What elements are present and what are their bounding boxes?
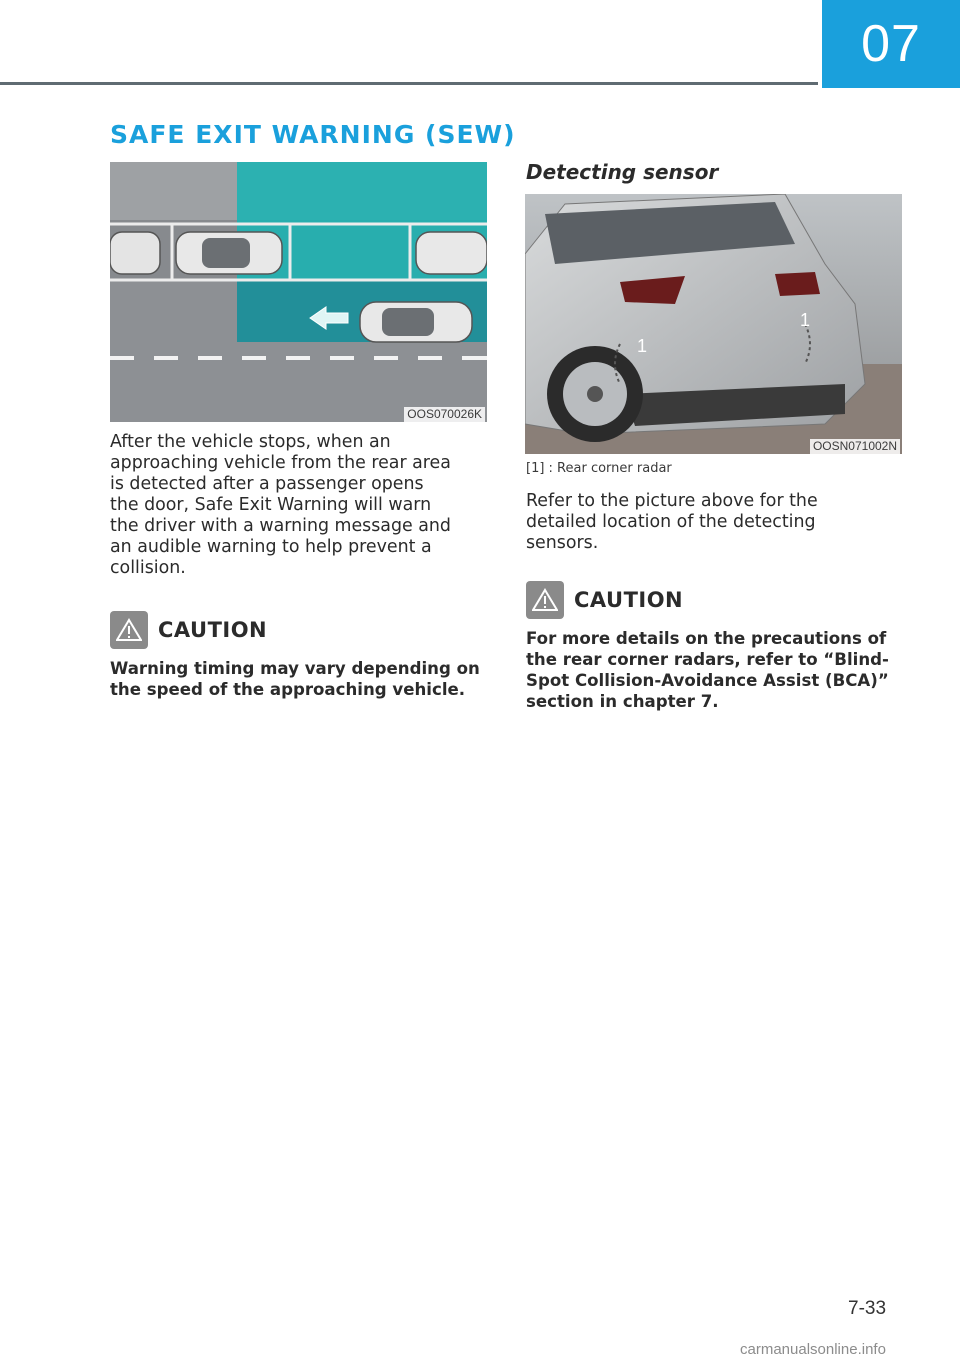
sew-illustration: [110, 162, 487, 422]
text-line: the driver with a warning message and: [110, 516, 451, 536]
text-line: Spot Collision-Avoidance Assist (BCA)”: [526, 671, 889, 690]
caution-title: CAUTION: [158, 618, 268, 642]
text-line: detailed location of the detecting: [526, 512, 816, 532]
text-line: sensors.: [526, 533, 599, 553]
text-line: approaching vehicle from the rear area: [110, 453, 451, 473]
caution-header: [526, 580, 906, 620]
text-line: For more details on the precautions of: [526, 629, 887, 648]
caution-text: [526, 628, 906, 712]
section-title: SAFE EXIT WARNING (SEW): [110, 120, 516, 149]
chapter-number: 07: [861, 15, 921, 73]
sew-diagram: [110, 162, 487, 422]
sensor-photo-svg: [525, 194, 902, 454]
sensor-photo: [525, 194, 902, 454]
figure-code: OOSN071002N: [810, 439, 900, 454]
text-line: After the vehicle stops, when an: [110, 432, 391, 452]
text-line: the speed of the approaching vehicle.: [110, 680, 466, 699]
text-line: an audible warning to help prevent a: [110, 537, 432, 557]
text-line: Warning timing may vary depending on: [110, 659, 480, 678]
watermark: carmanualsonline.info: [740, 1341, 886, 1358]
caution-header: [110, 610, 495, 650]
detecting-paragraph: [526, 491, 906, 554]
caution-box: [110, 610, 495, 700]
figure-caption: [1] : Rear corner radar: [526, 461, 672, 476]
text-line: the rear corner radars, refer to “Blind-: [526, 650, 889, 669]
header-rule: [0, 82, 818, 85]
caution-title: CAUTION: [574, 588, 684, 612]
page-number: 7-33: [848, 1298, 887, 1319]
intro-paragraph: [110, 432, 490, 579]
caution-text: [110, 658, 495, 700]
radar-marker-left: 1: [637, 336, 648, 356]
chapter-tab: [822, 0, 960, 88]
text-line: Refer to the picture above for the: [526, 491, 818, 511]
warning-triangle-icon: [110, 611, 148, 649]
text-line: the door, Safe Exit Warning will warn: [110, 495, 432, 515]
text-line: section in chapter 7.: [526, 692, 719, 711]
radar-marker-right: 1: [800, 310, 811, 330]
text-line: collision.: [110, 558, 186, 578]
warning-triangle-icon: [526, 581, 564, 619]
figure-code: OOS070026K: [404, 407, 485, 422]
caution-box: [526, 580, 906, 712]
text-line: is detected after a passenger opens: [110, 474, 424, 494]
detecting-sensor-heading: Detecting sensor: [526, 160, 719, 184]
